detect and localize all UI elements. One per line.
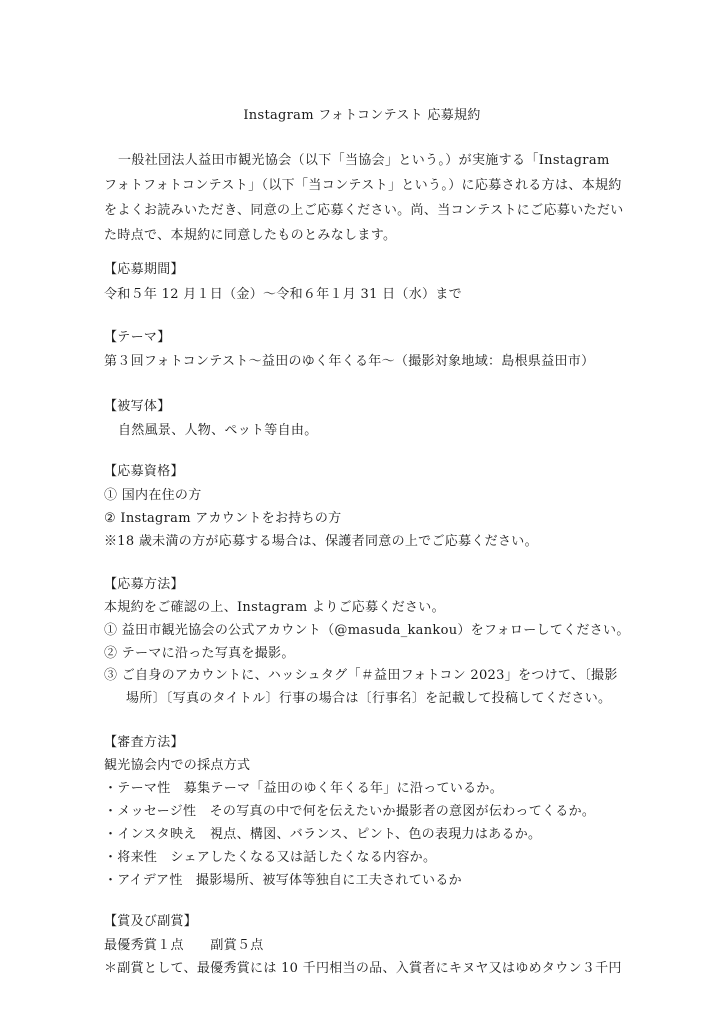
method-item: ② テーマに沿った写真を撮影。 [104,646,295,661]
eligibility-item: ① 国内在住の方 [104,488,202,503]
review-item: ・将来性 シェアしたくなる又は話したくなる内容か。 [104,850,437,865]
subject-heading: 【被写体】 [104,399,171,414]
eligibility-item: ② Instagram アカウントをお持ちの方 [104,511,342,526]
subject-text: 自然風景、人物、ペット等自由。 [118,423,318,438]
prizes-note: ＊副賞として、最優秀賞には 10 千円相当の品、入賞者にキヌヤ又はゆめタウン３千円 [104,961,622,976]
period-text: 令和５年 12 月１日（金）〜令和６年１月 31 日（水）まで [104,287,462,302]
period-heading: 【応募期間】 [104,262,184,277]
review-lead: 観光協会内での採点方式 [104,758,251,773]
method-item: ① 益田市観光協会の公式アカウント（@masuda_kankou）をフォローしてください。 [104,623,630,638]
review-heading: 【審査方法】 [104,735,184,750]
prizes-text: 最優秀賞１点 副賞５点 [104,938,264,953]
theme-text: 第３回フォトコンテスト〜益田のゆく年くる年〜（撮影対象地域：島根県益田市） [104,354,595,369]
theme-heading: 【テーマ】 [104,330,171,345]
review-item: ・テーマ性 募集テーマ「益田のゆく年くる年」に沿っているか。 [104,781,504,796]
method-item: ③ ご自身のアカウントに、ハッシュタグ「＃益田フォトコン 2023」をつけて、〔撮影 [104,668,618,683]
method-heading: 【応募方法】 [104,577,184,592]
document-title: Instagram フォトコンテスト 応募規約 [243,108,481,123]
eligibility-note: ※18 歳未満の方が応募する場合は、保護者同意の上でご応募ください。 [104,534,538,549]
method-item-continuation: 場所〕〔写真のタイトル〕行事の場合は〔行事名〕を記載して投稿してください。 [126,691,612,706]
eligibility-heading: 【応募資格】 [104,464,184,479]
review-item: ・アイデア性 撮影場所、被写体等独自に工夫されているか [104,873,462,888]
method-lead: 本規約をご確認の上、Instagram よりご応募ください。 [104,600,445,615]
review-item: ・メッセージ性 その写真の中で何を伝えたいか撮影者の意図が伝わってくるか。 [104,804,596,819]
intro-paragraph: 一般社団法人益田市観光協会（以下「当協会」という。）が実施する「Instagram フォトフォトコンテスト」（以下「当コンテスト」という。）に応募される方は、本規約をよくお読みいただき、同意の上ご応募ください。尚、当コンテストにご応募いただいた時点で、本規約に同意したものとみなします。 [104,153,624,243]
review-item: ・インスタ映え 視点、構図、バランス、ピント、色の表現力はあるか。 [104,827,542,842]
prizes-heading: 【賞及び副賞】 [104,914,198,929]
